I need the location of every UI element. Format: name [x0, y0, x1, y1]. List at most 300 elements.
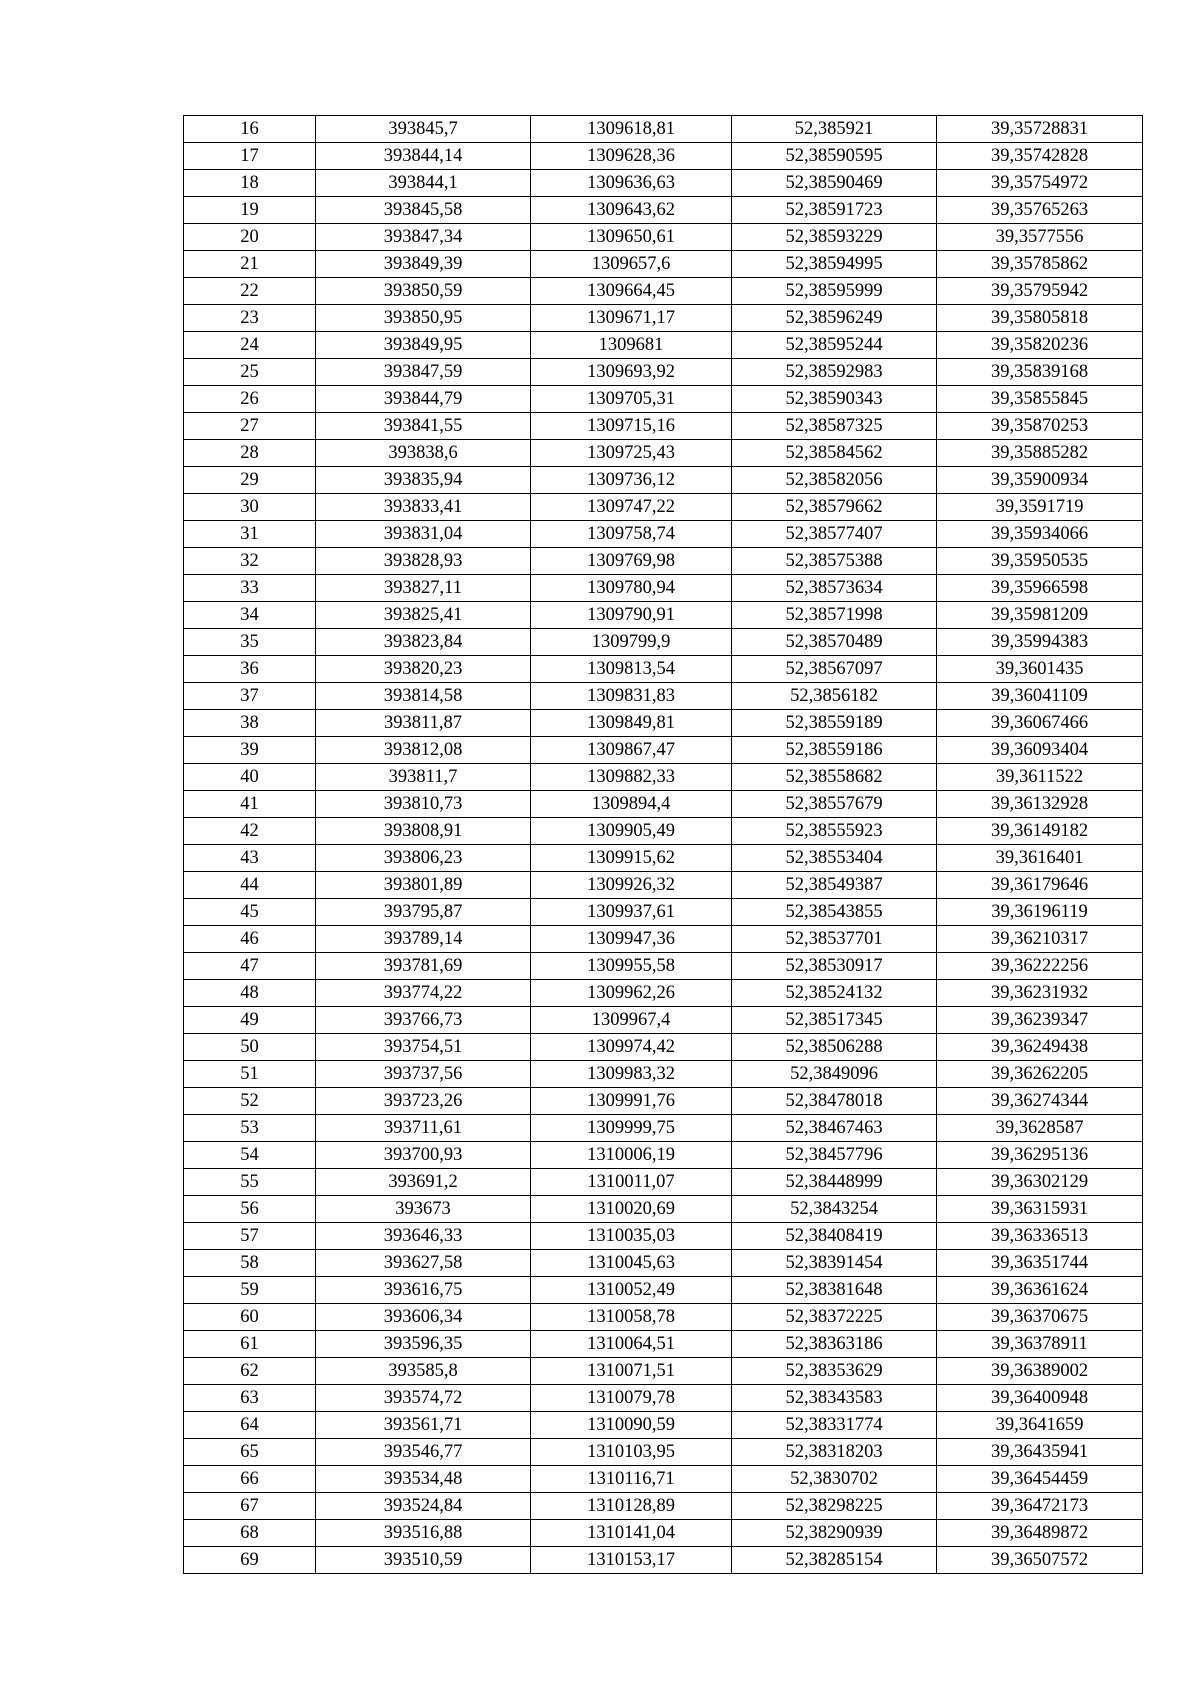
latitude-cell: 52,38530917	[732, 953, 937, 980]
table-row	[184, 1196, 1143, 1223]
y-coordinate-cell: 1309650,61	[531, 224, 732, 251]
x-coordinate-cell: 393673	[316, 1196, 531, 1223]
longitude-cell: 39,35820236	[937, 332, 1143, 359]
y-coordinate-cell: 1309715,16	[531, 413, 732, 440]
point-number-cell: 19	[184, 197, 316, 224]
latitude-cell: 52,38391454	[732, 1250, 937, 1277]
table-row	[184, 575, 1143, 602]
point-number-cell: 50	[184, 1034, 316, 1061]
y-coordinate-cell: 1309725,43	[531, 440, 732, 467]
table-row	[184, 440, 1143, 467]
table-row	[184, 1088, 1143, 1115]
longitude-cell: 39,36274344	[937, 1088, 1143, 1115]
y-coordinate-cell: 1309799,9	[531, 629, 732, 656]
x-coordinate-cell: 393838,6	[316, 440, 531, 467]
y-coordinate-cell: 1310045,63	[531, 1250, 732, 1277]
table-row	[184, 656, 1143, 683]
latitude-cell: 52,38448999	[732, 1169, 937, 1196]
x-coordinate-cell: 393795,87	[316, 899, 531, 926]
x-coordinate-cell: 393691,2	[316, 1169, 531, 1196]
point-number-cell: 35	[184, 629, 316, 656]
x-coordinate-cell: 393811,7	[316, 764, 531, 791]
point-number-cell: 64	[184, 1412, 316, 1439]
table-row	[184, 1331, 1143, 1358]
point-number-cell: 48	[184, 980, 316, 1007]
y-coordinate-cell: 1309974,42	[531, 1034, 732, 1061]
point-number-cell: 59	[184, 1277, 316, 1304]
table-row	[184, 1034, 1143, 1061]
point-number-cell: 40	[184, 764, 316, 791]
longitude-cell: 39,36239347	[937, 1007, 1143, 1034]
y-coordinate-cell: 1309894,4	[531, 791, 732, 818]
x-coordinate-cell: 393844,14	[316, 143, 531, 170]
longitude-cell: 39,36149182	[937, 818, 1143, 845]
table-row	[184, 1358, 1143, 1385]
y-coordinate-cell: 1310006,19	[531, 1142, 732, 1169]
longitude-cell: 39,36378911	[937, 1331, 1143, 1358]
latitude-cell: 52,38559186	[732, 737, 937, 764]
x-coordinate-cell: 393627,58	[316, 1250, 531, 1277]
point-number-cell: 52	[184, 1088, 316, 1115]
y-coordinate-cell: 1310079,78	[531, 1385, 732, 1412]
table-row	[184, 1007, 1143, 1034]
point-number-cell: 28	[184, 440, 316, 467]
latitude-cell: 52,38343583	[732, 1385, 937, 1412]
latitude-cell: 52,38590595	[732, 143, 937, 170]
table-row	[184, 521, 1143, 548]
latitude-cell: 52,3843254	[732, 1196, 937, 1223]
table-row	[184, 926, 1143, 953]
table-row	[184, 1385, 1143, 1412]
table-row	[184, 305, 1143, 332]
y-coordinate-cell: 1310011,07	[531, 1169, 732, 1196]
longitude-cell: 39,35795942	[937, 278, 1143, 305]
latitude-cell: 52,38331774	[732, 1412, 937, 1439]
table-row	[184, 197, 1143, 224]
point-number-cell: 45	[184, 899, 316, 926]
longitude-cell: 39,36400948	[937, 1385, 1143, 1412]
longitude-cell: 39,36041109	[937, 683, 1143, 710]
table-row	[184, 1223, 1143, 1250]
y-coordinate-cell: 1309882,33	[531, 764, 732, 791]
latitude-cell: 52,38558682	[732, 764, 937, 791]
point-number-cell: 58	[184, 1250, 316, 1277]
y-coordinate-cell: 1309618,81	[531, 116, 732, 143]
table-row	[184, 278, 1143, 305]
latitude-cell: 52,38590343	[732, 386, 937, 413]
point-number-cell: 38	[184, 710, 316, 737]
x-coordinate-cell: 393801,89	[316, 872, 531, 899]
longitude-cell: 39,36507572	[937, 1547, 1143, 1574]
latitude-cell: 52,38570489	[732, 629, 937, 656]
latitude-cell: 52,38372225	[732, 1304, 937, 1331]
longitude-cell: 39,36222256	[937, 953, 1143, 980]
latitude-cell: 52,38575388	[732, 548, 937, 575]
x-coordinate-cell: 393849,39	[316, 251, 531, 278]
table-row	[184, 170, 1143, 197]
latitude-cell: 52,38543855	[732, 899, 937, 926]
y-coordinate-cell: 1310071,51	[531, 1358, 732, 1385]
x-coordinate-cell: 393616,75	[316, 1277, 531, 1304]
y-coordinate-cell: 1310090,59	[531, 1412, 732, 1439]
table-row	[184, 359, 1143, 386]
latitude-cell: 52,38290939	[732, 1520, 937, 1547]
y-coordinate-cell: 1309905,49	[531, 818, 732, 845]
longitude-cell: 39,35950535	[937, 548, 1143, 575]
y-coordinate-cell: 1310153,17	[531, 1547, 732, 1574]
point-number-cell: 33	[184, 575, 316, 602]
point-number-cell: 53	[184, 1115, 316, 1142]
longitude-cell: 39,35742828	[937, 143, 1143, 170]
y-coordinate-cell: 1309758,74	[531, 521, 732, 548]
table-row	[184, 1304, 1143, 1331]
x-coordinate-cell: 393781,69	[316, 953, 531, 980]
table-row	[184, 1439, 1143, 1466]
point-number-cell: 30	[184, 494, 316, 521]
point-number-cell: 54	[184, 1142, 316, 1169]
point-number-cell: 57	[184, 1223, 316, 1250]
longitude-cell: 39,35994383	[937, 629, 1143, 656]
longitude-cell: 39,36262205	[937, 1061, 1143, 1088]
longitude-cell: 39,36389002	[937, 1358, 1143, 1385]
longitude-cell: 39,36435941	[937, 1439, 1143, 1466]
x-coordinate-cell: 393828,93	[316, 548, 531, 575]
longitude-cell: 39,3591719	[937, 494, 1143, 521]
table-row	[184, 629, 1143, 656]
x-coordinate-cell: 393723,26	[316, 1088, 531, 1115]
y-coordinate-cell: 1309664,45	[531, 278, 732, 305]
x-coordinate-cell: 393841,55	[316, 413, 531, 440]
longitude-cell: 39,35754972	[937, 170, 1143, 197]
longitude-cell: 39,35805818	[937, 305, 1143, 332]
point-number-cell: 68	[184, 1520, 316, 1547]
table-row	[184, 791, 1143, 818]
y-coordinate-cell: 1309813,54	[531, 656, 732, 683]
x-coordinate-cell: 393524,84	[316, 1493, 531, 1520]
longitude-cell: 39,36370675	[937, 1304, 1143, 1331]
point-number-cell: 34	[184, 602, 316, 629]
longitude-cell: 39,35785862	[937, 251, 1143, 278]
y-coordinate-cell: 1309867,47	[531, 737, 732, 764]
x-coordinate-cell: 393510,59	[316, 1547, 531, 1574]
x-coordinate-cell: 393827,11	[316, 575, 531, 602]
x-coordinate-cell: 393823,84	[316, 629, 531, 656]
y-coordinate-cell: 1309947,36	[531, 926, 732, 953]
longitude-cell: 39,35855845	[937, 386, 1143, 413]
point-number-cell: 17	[184, 143, 316, 170]
table-row	[184, 1520, 1143, 1547]
latitude-cell: 52,38567097	[732, 656, 937, 683]
point-number-cell: 47	[184, 953, 316, 980]
x-coordinate-cell: 393845,7	[316, 116, 531, 143]
x-coordinate-cell: 393646,33	[316, 1223, 531, 1250]
y-coordinate-cell: 1310052,49	[531, 1277, 732, 1304]
point-number-cell: 39	[184, 737, 316, 764]
table-row	[184, 332, 1143, 359]
latitude-cell: 52,38593229	[732, 224, 937, 251]
x-coordinate-cell: 393546,77	[316, 1439, 531, 1466]
longitude-cell: 39,3611522	[937, 764, 1143, 791]
y-coordinate-cell: 1310058,78	[531, 1304, 732, 1331]
point-number-cell: 25	[184, 359, 316, 386]
x-coordinate-cell: 393833,41	[316, 494, 531, 521]
coordinates-table	[183, 115, 1143, 1574]
table-row	[184, 1115, 1143, 1142]
y-coordinate-cell: 1309967,4	[531, 1007, 732, 1034]
x-coordinate-cell: 393845,58	[316, 197, 531, 224]
table-row	[184, 1466, 1143, 1493]
latitude-cell: 52,38408419	[732, 1223, 937, 1250]
y-coordinate-cell: 1310141,04	[531, 1520, 732, 1547]
point-number-cell: 16	[184, 116, 316, 143]
x-coordinate-cell: 393711,61	[316, 1115, 531, 1142]
y-coordinate-cell: 1310116,71	[531, 1466, 732, 1493]
latitude-cell: 52,38592983	[732, 359, 937, 386]
x-coordinate-cell: 393808,91	[316, 818, 531, 845]
longitude-cell: 39,36093404	[937, 737, 1143, 764]
y-coordinate-cell: 1309955,58	[531, 953, 732, 980]
latitude-cell: 52,38549387	[732, 872, 937, 899]
latitude-cell: 52,38557679	[732, 791, 937, 818]
latitude-cell: 52,38537701	[732, 926, 937, 953]
x-coordinate-cell: 393737,56	[316, 1061, 531, 1088]
latitude-cell: 52,38467463	[732, 1115, 937, 1142]
longitude-cell: 39,36196119	[937, 899, 1143, 926]
x-coordinate-cell: 393831,04	[316, 521, 531, 548]
latitude-cell: 52,38595999	[732, 278, 937, 305]
longitude-cell: 39,35981209	[937, 602, 1143, 629]
y-coordinate-cell: 1310103,95	[531, 1439, 732, 1466]
latitude-cell: 52,38596249	[732, 305, 937, 332]
table-row	[184, 1169, 1143, 1196]
latitude-cell: 52,38506288	[732, 1034, 937, 1061]
latitude-cell: 52,385921	[732, 116, 937, 143]
x-coordinate-cell: 393774,22	[316, 980, 531, 1007]
table-row	[184, 1142, 1143, 1169]
latitude-cell: 52,38590469	[732, 170, 937, 197]
table-row	[184, 872, 1143, 899]
table-row	[184, 224, 1143, 251]
x-coordinate-cell: 393850,59	[316, 278, 531, 305]
point-number-cell: 56	[184, 1196, 316, 1223]
point-number-cell: 63	[184, 1385, 316, 1412]
x-coordinate-cell: 393847,59	[316, 359, 531, 386]
longitude-cell: 39,35885282	[937, 440, 1143, 467]
y-coordinate-cell: 1309657,6	[531, 251, 732, 278]
table-row	[184, 602, 1143, 629]
table-row	[184, 953, 1143, 980]
latitude-cell: 52,38553404	[732, 845, 937, 872]
y-coordinate-cell: 1309831,83	[531, 683, 732, 710]
longitude-cell: 39,36489872	[937, 1520, 1143, 1547]
y-coordinate-cell: 1309962,26	[531, 980, 732, 1007]
y-coordinate-cell: 1309915,62	[531, 845, 732, 872]
point-number-cell: 55	[184, 1169, 316, 1196]
table-row	[184, 764, 1143, 791]
point-number-cell: 29	[184, 467, 316, 494]
x-coordinate-cell: 393847,34	[316, 224, 531, 251]
table-row	[184, 143, 1143, 170]
latitude-cell: 52,38524132	[732, 980, 937, 1007]
x-coordinate-cell: 393766,73	[316, 1007, 531, 1034]
longitude-cell: 39,36231932	[937, 980, 1143, 1007]
y-coordinate-cell: 1309790,91	[531, 602, 732, 629]
point-number-cell: 43	[184, 845, 316, 872]
y-coordinate-cell: 1309636,63	[531, 170, 732, 197]
y-coordinate-cell: 1309628,36	[531, 143, 732, 170]
longitude-cell: 39,35934066	[937, 521, 1143, 548]
longitude-cell: 39,3628587	[937, 1115, 1143, 1142]
x-coordinate-cell: 393806,23	[316, 845, 531, 872]
point-number-cell: 26	[184, 386, 316, 413]
point-number-cell: 20	[184, 224, 316, 251]
longitude-cell: 39,3641659	[937, 1412, 1143, 1439]
point-number-cell: 37	[184, 683, 316, 710]
table-row	[184, 845, 1143, 872]
longitude-cell: 39,36132928	[937, 791, 1143, 818]
x-coordinate-cell: 393606,34	[316, 1304, 531, 1331]
point-number-cell: 46	[184, 926, 316, 953]
x-coordinate-cell: 393596,35	[316, 1331, 531, 1358]
coordinates-table-body	[184, 116, 1143, 1574]
point-number-cell: 60	[184, 1304, 316, 1331]
latitude-cell: 52,38582056	[732, 467, 937, 494]
point-number-cell: 65	[184, 1439, 316, 1466]
longitude-cell: 39,36210317	[937, 926, 1143, 953]
y-coordinate-cell: 1309769,98	[531, 548, 732, 575]
y-coordinate-cell: 1309643,62	[531, 197, 732, 224]
table-row	[184, 1250, 1143, 1277]
latitude-cell: 52,38381648	[732, 1277, 937, 1304]
latitude-cell: 52,38363186	[732, 1331, 937, 1358]
longitude-cell: 39,36067466	[937, 710, 1143, 737]
y-coordinate-cell: 1309849,81	[531, 710, 732, 737]
y-coordinate-cell: 1310035,03	[531, 1223, 732, 1250]
latitude-cell: 52,38587325	[732, 413, 937, 440]
point-number-cell: 24	[184, 332, 316, 359]
longitude-cell: 39,35765263	[937, 197, 1143, 224]
point-number-cell: 62	[184, 1358, 316, 1385]
longitude-cell: 39,36179646	[937, 872, 1143, 899]
x-coordinate-cell: 393810,73	[316, 791, 531, 818]
table-row	[184, 1547, 1143, 1574]
latitude-cell: 52,3856182	[732, 683, 937, 710]
point-number-cell: 44	[184, 872, 316, 899]
longitude-cell: 39,36302129	[937, 1169, 1143, 1196]
longitude-cell: 39,36315931	[937, 1196, 1143, 1223]
table-row	[184, 737, 1143, 764]
x-coordinate-cell: 393574,72	[316, 1385, 531, 1412]
table-row	[184, 980, 1143, 1007]
x-coordinate-cell: 393844,79	[316, 386, 531, 413]
longitude-cell: 39,35870253	[937, 413, 1143, 440]
x-coordinate-cell: 393534,48	[316, 1466, 531, 1493]
point-number-cell: 31	[184, 521, 316, 548]
longitude-cell: 39,3616401	[937, 845, 1143, 872]
y-coordinate-cell: 1309747,22	[531, 494, 732, 521]
longitude-cell: 39,36336513	[937, 1223, 1143, 1250]
longitude-cell: 39,3601435	[937, 656, 1143, 683]
point-number-cell: 69	[184, 1547, 316, 1574]
latitude-cell: 52,38298225	[732, 1493, 937, 1520]
x-coordinate-cell: 393789,14	[316, 926, 531, 953]
point-number-cell: 27	[184, 413, 316, 440]
latitude-cell: 52,38353629	[732, 1358, 937, 1385]
y-coordinate-cell: 1310128,89	[531, 1493, 732, 1520]
point-number-cell: 51	[184, 1061, 316, 1088]
point-number-cell: 41	[184, 791, 316, 818]
point-number-cell: 42	[184, 818, 316, 845]
latitude-cell: 52,38318203	[732, 1439, 937, 1466]
y-coordinate-cell: 1310020,69	[531, 1196, 732, 1223]
point-number-cell: 67	[184, 1493, 316, 1520]
table-row	[184, 1493, 1143, 1520]
point-number-cell: 32	[184, 548, 316, 575]
longitude-cell: 39,36249438	[937, 1034, 1143, 1061]
x-coordinate-cell: 393844,1	[316, 170, 531, 197]
latitude-cell: 52,3830702	[732, 1466, 937, 1493]
longitude-cell: 39,35900934	[937, 467, 1143, 494]
x-coordinate-cell: 393835,94	[316, 467, 531, 494]
table-row	[184, 1277, 1143, 1304]
latitude-cell: 52,38579662	[732, 494, 937, 521]
point-number-cell: 22	[184, 278, 316, 305]
y-coordinate-cell: 1309991,76	[531, 1088, 732, 1115]
table-row	[184, 1061, 1143, 1088]
latitude-cell: 52,3849096	[732, 1061, 937, 1088]
x-coordinate-cell: 393585,8	[316, 1358, 531, 1385]
y-coordinate-cell: 1309926,32	[531, 872, 732, 899]
y-coordinate-cell: 1309983,32	[531, 1061, 732, 1088]
longitude-cell: 39,36472173	[937, 1493, 1143, 1520]
table-row	[184, 116, 1143, 143]
latitude-cell: 52,38478018	[732, 1088, 937, 1115]
table-row	[184, 251, 1143, 278]
latitude-cell: 52,38573634	[732, 575, 937, 602]
latitude-cell: 52,38555923	[732, 818, 937, 845]
longitude-cell: 39,36361624	[937, 1277, 1143, 1304]
latitude-cell: 52,38517345	[732, 1007, 937, 1034]
latitude-cell: 52,38571998	[732, 602, 937, 629]
y-coordinate-cell: 1309681	[531, 332, 732, 359]
table-row	[184, 413, 1143, 440]
point-number-cell: 49	[184, 1007, 316, 1034]
table-row	[184, 1412, 1143, 1439]
longitude-cell: 39,3577556	[937, 224, 1143, 251]
y-coordinate-cell: 1309671,17	[531, 305, 732, 332]
latitude-cell: 52,38594995	[732, 251, 937, 278]
table-row	[184, 899, 1143, 926]
longitude-cell: 39,36295136	[937, 1142, 1143, 1169]
longitude-cell: 39,35966598	[937, 575, 1143, 602]
x-coordinate-cell: 393516,88	[316, 1520, 531, 1547]
latitude-cell: 52,38591723	[732, 197, 937, 224]
y-coordinate-cell: 1309780,94	[531, 575, 732, 602]
y-coordinate-cell: 1310064,51	[531, 1331, 732, 1358]
latitude-cell: 52,38595244	[732, 332, 937, 359]
x-coordinate-cell: 393849,95	[316, 332, 531, 359]
x-coordinate-cell: 393825,41	[316, 602, 531, 629]
longitude-cell: 39,35728831	[937, 116, 1143, 143]
x-coordinate-cell: 393754,51	[316, 1034, 531, 1061]
table-row	[184, 467, 1143, 494]
table-row	[184, 683, 1143, 710]
y-coordinate-cell: 1309999,75	[531, 1115, 732, 1142]
y-coordinate-cell: 1309736,12	[531, 467, 732, 494]
x-coordinate-cell: 393811,87	[316, 710, 531, 737]
longitude-cell: 39,36351744	[937, 1250, 1143, 1277]
longitude-cell: 39,35839168	[937, 359, 1143, 386]
